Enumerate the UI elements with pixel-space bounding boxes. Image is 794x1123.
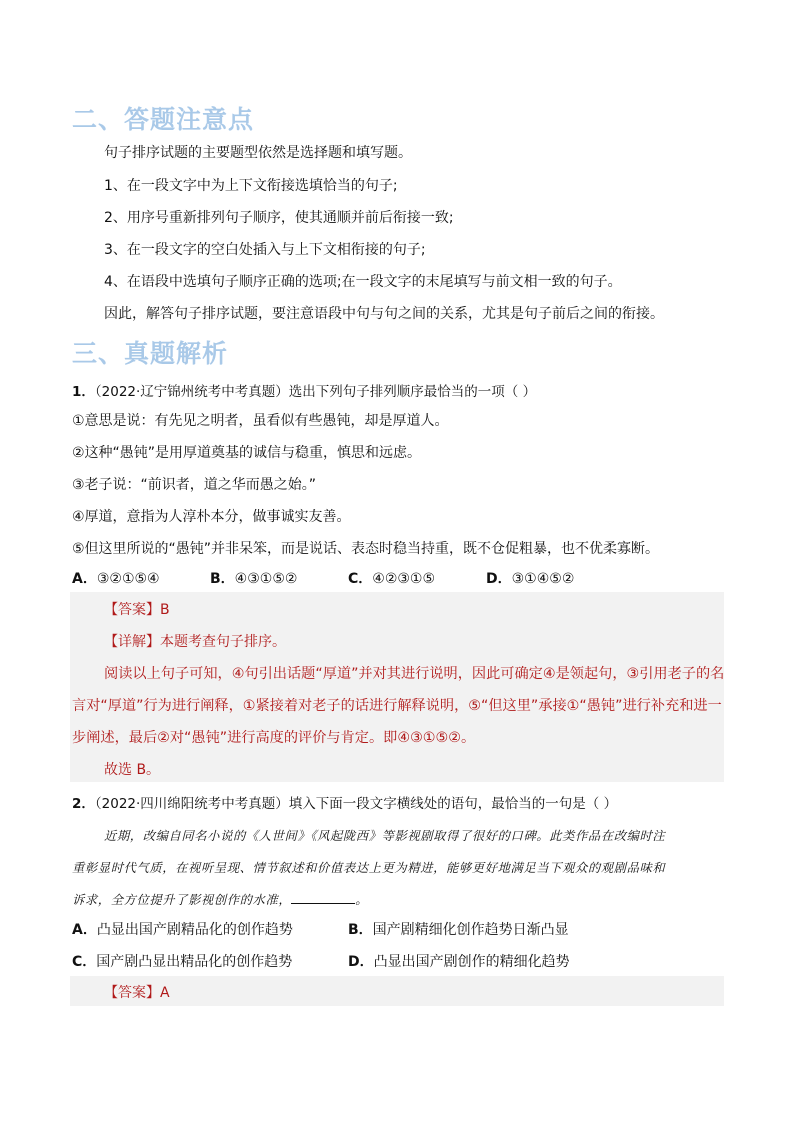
question-1-sentence-3: ③老子说：“前识者，道之华而愚之始。” bbox=[72, 477, 317, 493]
question-2-text: （2022·四川绵阳统考中考真题）填入下面一段文字横线处的语句，最恰当的一句是（ ） bbox=[94, 796, 618, 812]
question-2-passage-line-3: 诉求，全方位提升了影视创作的水准， 。 bbox=[72, 893, 369, 907]
question-2-option-b[interactable]: B．国产剧精细化创作趋势日渐凸显 bbox=[348, 922, 569, 938]
question-2-option-a[interactable]: A．凸显出国产剧精品化的创作趋势 bbox=[72, 922, 293, 938]
question-2-option-d[interactable]: D．凸显出国产剧创作的精细化趋势 bbox=[348, 954, 570, 970]
question-1-detail-line-1: 阅读以上句子可知，④句引出话题“厚道”并对其进行说明，因此可确定④是领起句，③引用老子的名 bbox=[104, 666, 725, 682]
question-1-sentence-4: ④厚道，意指为人淳朴本分，做事诚实友善。 bbox=[72, 509, 351, 525]
question-1-option-d[interactable]: D．③①④⑤② bbox=[486, 571, 575, 587]
section-3-heading: 三、真题解析 bbox=[72, 339, 229, 368]
section-2-intro: 句子排序试题的主要题型依然是选择题和填写题。 bbox=[104, 145, 412, 161]
question-1-detail-line-3: 步阐述，最后②对“愚钝”进行高度的评价与肯定。即④③①⑤②。 bbox=[72, 730, 476, 746]
question-1-option-c[interactable]: C．④②③①⑤ bbox=[348, 571, 436, 587]
question-1-sentence-2: ②这种“愚钝”是用厚道奠基的诚信与稳重，慎思和远虑。 bbox=[72, 445, 422, 461]
section-2-item-1: 1、在一段文字中为上下文衔接选填恰当的句子; bbox=[104, 178, 398, 194]
question-2-title bbox=[72, 792, 617, 812]
question-2-number: 2． bbox=[72, 796, 95, 812]
section-2-conclusion: 因此，解答句子排序试题，要注意语段中句与句之间的关系，尤其是句子前后之间的衔接。 bbox=[104, 306, 664, 322]
question-1-text: （2022·辽宁锦州统考中考真题）选出下列句子排列顺序最恰当的一项（ ） bbox=[94, 384, 537, 400]
question-1-title bbox=[72, 380, 536, 400]
section-2-heading: 二、答题注意点 bbox=[72, 105, 255, 134]
question-1-sentence-1: ①意思是说：有先见之明者，虽看似有些愚钝，却是厚道人。 bbox=[72, 413, 449, 429]
question-2-option-c[interactable]: C．国产剧凸显出精品化的创作趋势 bbox=[72, 954, 293, 970]
question-2-answer: 【答案】A bbox=[104, 985, 170, 1001]
question-1-detail: 【详解】本题考查句子排序。 bbox=[104, 634, 286, 650]
question-1-number: 1． bbox=[72, 384, 95, 400]
question-1-conclusion: 故选 B。 bbox=[104, 762, 161, 778]
section-2-item-2: 2、用序号重新排列句子顺序，使其通顺并前后衔接一致; bbox=[104, 210, 454, 226]
question-1-answer-box bbox=[70, 592, 724, 782]
question-2-passage-line-1: 近期，改编自同名小说的《人世间》《风起陇西》等影视剧取得了很好的口碑。此类作品在改编时注 bbox=[104, 829, 666, 843]
question-2-passage-line-2: 重彰显时代气质，在视听呈现、情节叙述和价值表达上更为精进，能够更好地满足当下观众的观剧品味和 bbox=[72, 861, 666, 875]
question-1-option-a[interactable]: A．③②①⑤④ bbox=[72, 571, 160, 587]
answer-blank[interactable] bbox=[291, 891, 355, 904]
section-2-item-4: 4、在语段中选填句子顺序正确的选项;在一段文字的末尾填写与前文相一致的句子。 bbox=[104, 274, 622, 290]
question-1-answer: 【答案】B bbox=[104, 602, 170, 618]
question-1-sentence-5: ⑤但这里所说的“愚钝”并非呆笨，而是说话、表态时稳当持重，既不仓促粗暴，也不优柔寡断。 bbox=[72, 541, 660, 557]
question-1-option-b[interactable]: B．④③①⑤② bbox=[210, 571, 298, 587]
section-2-item-3: 3、在一段文字的空白处插入与上下文相衔接的句子; bbox=[104, 242, 426, 258]
question-1-detail-line-2: 言对“厚道”行为进行阐释，①紧接着对老子的话进行解释说明，⑤“但这里”承接①“愚钝”进行补充和进一 bbox=[72, 698, 722, 714]
